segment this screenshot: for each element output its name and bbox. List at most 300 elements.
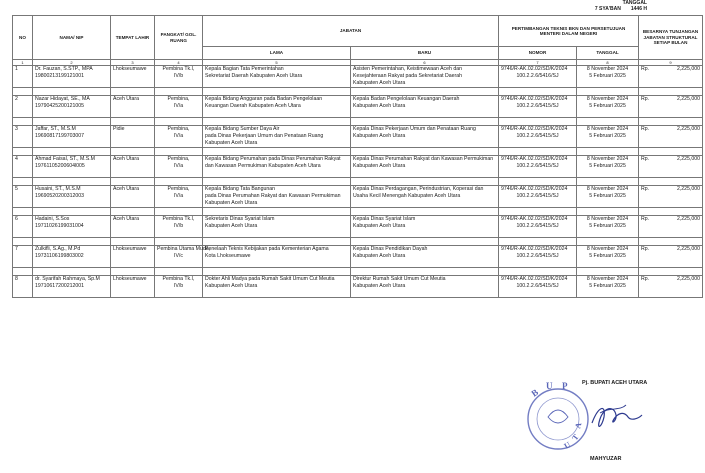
- cell-gap: [203, 178, 351, 186]
- cell-gap: [639, 148, 703, 156]
- signatory-title: Pj. BUPATI ACEH UTARA: [582, 380, 648, 386]
- cell-no: [13, 163, 33, 170]
- cell-pangkat: Pembina,: [155, 126, 203, 134]
- cell-tunjangan: [639, 216, 703, 224]
- cell-nama: Ahmad Faisal, ST., M.S.M: [33, 156, 111, 164]
- cell-gap: [13, 208, 33, 216]
- cell-gap: [499, 148, 577, 156]
- cell-tunjangan: [639, 126, 703, 134]
- cell-nip: 19710617200212001: [33, 283, 111, 290]
- cell-no: [13, 80, 33, 88]
- cell-tanggal: [577, 170, 639, 178]
- cell-tanggal: 8 November 2024: [577, 276, 639, 284]
- cell-gap: [13, 238, 33, 246]
- cell-tempat: [111, 80, 155, 88]
- currency: Rp.: [641, 156, 650, 162]
- table-row: [13, 268, 703, 276]
- amount: 2,225,000: [676, 156, 701, 162]
- currency: Rp.: [641, 66, 650, 72]
- cell-baru: Kabupaten Aceh Utara: [351, 80, 499, 88]
- cell-nomor: [499, 200, 577, 208]
- cell-tempat: [111, 230, 155, 238]
- cell-nip: 19761105200604l005: [33, 163, 111, 170]
- cell-gap: [111, 268, 155, 276]
- cell-nomor: 9746/R-AK.02.02/SD/K/2024: [499, 216, 577, 224]
- cell-tempat: [111, 140, 155, 148]
- table-row: [13, 253, 703, 260]
- cell-baru: [351, 110, 499, 118]
- cell-gap: [639, 118, 703, 126]
- cell-tanggal: [577, 110, 639, 118]
- cell-gap: [33, 88, 111, 96]
- cell-tempat: [111, 260, 155, 268]
- cell-tempat: Aceh Utara: [111, 216, 155, 224]
- cell-tempat: [111, 163, 155, 170]
- cell-nomor: [499, 170, 577, 178]
- cell-baru: Kepala Badan Pengelolaan Keuangan Daerah: [351, 96, 499, 104]
- cell-baru: Asisten Pemerintahan, Keistimewaan Aceh dan: [351, 66, 499, 74]
- cell-tunjangan: [639, 163, 703, 170]
- cell-gap: [351, 178, 499, 186]
- cell-tunjangan: [639, 253, 703, 260]
- cell-gap: [639, 238, 703, 246]
- cell-nomor: 9746/R-AK.02.02/SD/K/2024: [499, 66, 577, 74]
- cell-tanggal: [577, 140, 639, 148]
- cell-tempat: Pidie: [111, 126, 155, 134]
- cell-gap: [111, 178, 155, 186]
- cell-nomor: 9746/R-AK.02.02/SD/K/2024: [499, 186, 577, 194]
- currency: Rp.: [641, 126, 650, 132]
- cell-lama: Keuangan Daerah Kabupaten Aceh Utara: [203, 103, 351, 110]
- table-row: [13, 66, 703, 74]
- cell-tunjangan: [639, 193, 703, 200]
- cell-gap: [13, 88, 33, 96]
- cell-tempat: [111, 170, 155, 178]
- colnum: 9: [639, 60, 703, 66]
- cell-nama: dr. Syarifah Rahmaya, Sp.M: [33, 276, 111, 284]
- colnum: 5: [203, 60, 351, 66]
- currency: Rp.: [641, 186, 650, 192]
- table-row: [13, 88, 703, 96]
- cell-nip: 19690817199703007: [33, 133, 111, 140]
- cell-nama: Hadaini, S.Sos: [33, 216, 111, 224]
- col-pangkat: PANGKAT/ GOL. RUANG: [155, 16, 203, 60]
- cell-tanggal: [577, 260, 639, 268]
- appointment-table: [12, 15, 703, 298]
- svg-text:U: U: [546, 381, 553, 391]
- svg-text:T: T: [570, 432, 581, 443]
- cell-gap: [155, 238, 203, 246]
- cell-tunjangan: [639, 276, 703, 284]
- cell-tanggal: 8 November 2024: [577, 246, 639, 254]
- cell-lama: Kepala Bidang Anggaran pada Badan Pengelolaan: [203, 96, 351, 104]
- cell-gap: [33, 118, 111, 126]
- cell-blank: [155, 110, 203, 118]
- cell-no: [13, 133, 33, 140]
- cell-no: 4: [13, 156, 33, 164]
- cell-lama: Kabupaten Aceh Utara: [203, 223, 351, 230]
- cell-nomor: 100.2.2.6/5415/SJ: [499, 253, 577, 260]
- table-row: [13, 283, 703, 290]
- cell-nomor: [499, 140, 577, 148]
- cell-nomor: 100.2.2.6/5415/SJ: [499, 133, 577, 140]
- cell-tunjangan: [639, 96, 703, 104]
- cell-lama: Kabupaten Aceh Utara: [203, 140, 351, 148]
- cell-nama: Jaffar, ST., M.S.M: [33, 126, 111, 134]
- cell-gap: [639, 208, 703, 216]
- cell-tempat: Lhokseumawe: [111, 276, 155, 284]
- table-row: [13, 126, 703, 134]
- cell-blank: [155, 140, 203, 148]
- cell-no: 6: [13, 216, 33, 224]
- table-row: [13, 246, 703, 254]
- cell-tempat: Aceh Utara: [111, 96, 155, 104]
- cell-baru: Kepala Dinas Perdagangan, Perindustrian, Koperasi dan: [351, 186, 499, 194]
- cell-gap: [33, 178, 111, 186]
- cell-tempat: [111, 133, 155, 140]
- cell-gap: [499, 88, 577, 96]
- cell-gap: [155, 178, 203, 186]
- cell-tanggal: 8 November 2024: [577, 66, 639, 74]
- cell-tanggal: [577, 200, 639, 208]
- svg-text:A: A: [573, 421, 584, 430]
- cell-blank: [155, 200, 203, 208]
- cell-tempat: Aceh Utara: [111, 156, 155, 164]
- colnum: 8: [577, 60, 639, 66]
- cell-lama: Kepala Bidang Sumber Daya Air: [203, 126, 351, 134]
- cell-gap: [499, 208, 577, 216]
- cell-gap: [577, 88, 639, 96]
- cell-gap: [203, 238, 351, 246]
- table-row: [13, 260, 703, 268]
- table-row: [13, 186, 703, 194]
- cell-lama: dan Kawasan Permukiman Kabupaten Aceh Utara: [203, 163, 351, 170]
- cell-pangkat: Pembina Tk.I,: [155, 216, 203, 224]
- cell-no: [13, 103, 33, 110]
- cell-tempat: [111, 253, 155, 260]
- cell-gap: [13, 178, 33, 186]
- cell-gap: [577, 208, 639, 216]
- cell-gap: [351, 88, 499, 96]
- colnum: 6: [351, 60, 499, 66]
- cell-blank: [155, 230, 203, 238]
- cell-lama: Kepala Bagian Tata Pemerintahan: [203, 66, 351, 74]
- cell-gap: [203, 88, 351, 96]
- cell-baru: [351, 170, 499, 178]
- cell-gap: [639, 88, 703, 96]
- cell-tempat: [111, 200, 155, 208]
- amount: 2,225,000: [676, 126, 701, 132]
- cell-gap: [639, 268, 703, 276]
- table-row: [13, 148, 703, 156]
- cell-tempat: [111, 110, 155, 118]
- cell-gap: [351, 118, 499, 126]
- cell-pangkat: Pembina Utama Muda,: [155, 246, 203, 254]
- cell-nomor: 9746/R-AK.02.02/SD/K/2024: [499, 246, 577, 254]
- cell-lama: Kepala Bidang Perumahan pada Dinas Perumahan Rakyat: [203, 156, 351, 164]
- cell-gap: [203, 208, 351, 216]
- cell-baru: [351, 200, 499, 208]
- cell-tunjangan: [639, 230, 703, 238]
- cell-nomor: [499, 260, 577, 268]
- cell-lama: Penelaah Teknis Kebijakan pada Kementerian Agama: [203, 246, 351, 254]
- cell-nomor: 100.2.2.6/5415/SJ: [499, 223, 577, 230]
- cell-nomor: 9746/R-AK.02.02/SD/K/2024: [499, 126, 577, 134]
- table-row: [13, 118, 703, 126]
- cell-pangkat: Pembina,: [155, 96, 203, 104]
- cell-tempat: [111, 290, 155, 298]
- cell-baru: Kepala Dinas Syariat Islam: [351, 216, 499, 224]
- cell-nomor: [499, 80, 577, 88]
- table-row: [13, 276, 703, 284]
- table-row: [13, 238, 703, 246]
- cell-lama: [203, 290, 351, 298]
- cell-gap: [13, 118, 33, 126]
- cell-baru: [351, 140, 499, 148]
- cell-blank: [33, 140, 111, 148]
- table-row: [13, 170, 703, 178]
- cell-gap: [499, 238, 577, 246]
- table-row: [13, 96, 703, 104]
- cell-nomor: 100.2.2.6/5415/SJ: [499, 163, 577, 170]
- cell-tempat: [111, 223, 155, 230]
- col-nama: NAMA/ NIP: [33, 16, 111, 60]
- cell-tanggal: 8 November 2024: [577, 156, 639, 164]
- cell-gap: [351, 148, 499, 156]
- table-row: [13, 216, 703, 224]
- cell-tempat: Aceh Utara: [111, 186, 155, 194]
- cell-baru: [351, 290, 499, 298]
- cell-tunjangan: [639, 156, 703, 164]
- cell-no: [13, 230, 33, 238]
- cell-tanggal: [577, 230, 639, 238]
- amount: 2,225,000: [676, 246, 701, 252]
- cell-blank: [33, 110, 111, 118]
- cell-blank: [33, 290, 111, 298]
- cell-nomor: 9746/R-AK.02.02/SD/K/2024: [499, 96, 577, 104]
- cell-gap: [351, 268, 499, 276]
- hijri-year: 1446 H: [630, 6, 647, 12]
- colnum: 3: [111, 60, 155, 66]
- cell-no: [13, 223, 33, 230]
- cell-gol: IV/b: [155, 283, 203, 290]
- signature-block: [520, 377, 690, 473]
- cell-lama: Kabupaten Aceh Utara: [203, 200, 351, 208]
- cell-nip: 19711026199031004: [33, 223, 111, 230]
- cell-gap: [13, 148, 33, 156]
- cell-nip: 19790425200121005: [33, 103, 111, 110]
- cell-tunjangan: [639, 283, 703, 290]
- cell-pangkat: Pembina Tk.I,: [155, 276, 203, 284]
- cell-baru: Kabupaten Aceh Utara: [351, 253, 499, 260]
- cell-gap: [203, 148, 351, 156]
- amount: 2,225,000: [676, 276, 701, 282]
- cell-baru: Kesejahteraan Rakyat pada Sekretariat Daerah: [351, 73, 499, 80]
- cell-gap: [33, 148, 111, 156]
- cell-tempat: [111, 103, 155, 110]
- cell-tanggal: 5 Februari 2025: [577, 193, 639, 200]
- cell-no: [13, 283, 33, 290]
- cell-baru: Kabupaten Aceh Utara: [351, 133, 499, 140]
- table-row: [13, 163, 703, 170]
- cell-blank: [155, 80, 203, 88]
- cell-nama: Dr. Fauzan, S.STP., MPA: [33, 66, 111, 74]
- cell-tunjangan: [639, 170, 703, 178]
- cell-tempat: Lhokseumawe: [111, 246, 155, 254]
- cell-baru: Direktur Rumah Sakit Umum Cut Meutia: [351, 276, 499, 284]
- cell-gap: [639, 178, 703, 186]
- cell-nomor: [499, 230, 577, 238]
- cell-lama: Kabupaten Aceh Utara: [203, 283, 351, 290]
- cell-lama: [203, 80, 351, 88]
- cell-gap: [33, 268, 111, 276]
- cell-gol: IV/c: [155, 253, 203, 260]
- cell-no: [13, 253, 33, 260]
- cell-baru: [351, 260, 499, 268]
- cell-gap: [577, 268, 639, 276]
- colnum: 7: [499, 60, 577, 66]
- cell-tempat: [111, 73, 155, 80]
- currency: Rp.: [641, 246, 650, 252]
- cell-nomor: 100.2.2.6/5415/SJ: [499, 283, 577, 290]
- currency: Rp.: [641, 216, 650, 222]
- cell-lama: [203, 230, 351, 238]
- cell-tanggal: [577, 80, 639, 88]
- table-row: [13, 193, 703, 200]
- cell-no: [13, 110, 33, 118]
- cell-tanggal: 8 November 2024: [577, 126, 639, 134]
- cell-no: [13, 193, 33, 200]
- col-lama: LAMA: [203, 47, 351, 60]
- cell-nama: Nazar Hidayat, SE., MA: [33, 96, 111, 104]
- cell-pangkat: Pembina,: [155, 156, 203, 164]
- amount: 2,225,000: [676, 216, 701, 222]
- cell-nama: Zulkifli, S.Ag., M.Pd: [33, 246, 111, 254]
- cell-tunjangan: [639, 246, 703, 254]
- col-pertimbangan: PERTIMBANGAN TEKNIS BKN DAN PERSETUJUAN MENTERI DALAM NEGERI: [499, 16, 639, 47]
- col-no: NO: [13, 16, 33, 60]
- cell-gap: [155, 268, 203, 276]
- cell-gol: IV/a: [155, 193, 203, 200]
- cell-no: 1: [13, 66, 33, 74]
- table-row: [13, 103, 703, 110]
- cell-no: 7: [13, 246, 33, 254]
- cell-gap: [577, 178, 639, 186]
- cell-tunjangan: [639, 223, 703, 230]
- cell-tunjangan: [639, 200, 703, 208]
- cell-gap: [499, 178, 577, 186]
- amount: 2,225,000: [676, 96, 701, 102]
- cell-no: 2: [13, 96, 33, 104]
- cell-tempat: Lhokseumawe: [111, 66, 155, 74]
- cell-no: 8: [13, 276, 33, 284]
- cell-gap: [111, 208, 155, 216]
- colnum: 1: [13, 60, 33, 66]
- cell-lama: Sekretariat Daerah Kabupaten Aceh Utara: [203, 73, 351, 80]
- cell-nomor: [499, 290, 577, 298]
- cell-tunjangan: [639, 110, 703, 118]
- cell-tunjangan: [639, 73, 703, 80]
- cell-no: 5: [13, 186, 33, 194]
- cell-gap: [155, 148, 203, 156]
- cell-tanggal: 5 Februari 2025: [577, 283, 639, 290]
- col-baru: BARU: [351, 47, 499, 60]
- cell-gap: [351, 238, 499, 246]
- cell-gap: [155, 208, 203, 216]
- cell-gap: [13, 268, 33, 276]
- cell-blank: [33, 80, 111, 88]
- table-row: [13, 110, 703, 118]
- hijri-date: 7 SYA'BAN: [594, 6, 621, 12]
- cell-gap: [33, 238, 111, 246]
- cell-gol: IV/a: [155, 163, 203, 170]
- cell-gap: [111, 148, 155, 156]
- cell-baru: Kepala Dinas Perumahan Rakyat dan Kawasan Permukiman: [351, 156, 499, 164]
- cell-tunjangan: [639, 140, 703, 148]
- svg-text:U: U: [562, 440, 573, 451]
- cell-gap: [33, 208, 111, 216]
- table-row: [13, 178, 703, 186]
- cell-tanggal: 8 November 2024: [577, 96, 639, 104]
- cell-tunjangan: [639, 66, 703, 74]
- cell-tanggal: [577, 290, 639, 298]
- cell-gap: [155, 88, 203, 96]
- cell-tanggal: 5 Februari 2025: [577, 73, 639, 80]
- cell-gol: IV/b: [155, 73, 203, 80]
- cell-blank: [33, 260, 111, 268]
- cell-gap: [203, 118, 351, 126]
- cell-gap: [111, 238, 155, 246]
- table-row: [13, 80, 703, 88]
- cell-nomor: 100.2.2.6/5415/SJ: [499, 103, 577, 110]
- cell-tunjangan: [639, 186, 703, 194]
- cell-baru: Kabupaten Aceh Utara: [351, 103, 499, 110]
- cell-tanggal: 8 November 2024: [577, 186, 639, 194]
- col-jabatan: JABATAN: [203, 16, 499, 47]
- cell-tanggal: 5 Februari 2025: [577, 253, 639, 260]
- cell-lama: Sekretaris Dinas Syariat Islam: [203, 216, 351, 224]
- cell-lama: Kepala Bidang Tata Bangunan: [203, 186, 351, 194]
- cell-gap: [499, 118, 577, 126]
- cell-gol: IV/b: [155, 223, 203, 230]
- cell-no: 3: [13, 126, 33, 134]
- cell-blank: [155, 170, 203, 178]
- table-row: [13, 230, 703, 238]
- cell-tunjangan: [639, 80, 703, 88]
- header-meta: [595, 0, 647, 12]
- cell-tunjangan: [639, 133, 703, 140]
- cell-baru: Kabupaten Aceh Utara: [351, 163, 499, 170]
- cell-nomor: 9746/R-AK.02.02/SD/K/2024: [499, 156, 577, 164]
- cell-tempat: [111, 193, 155, 200]
- cell-tanggal: 5 Februari 2025: [577, 223, 639, 230]
- date-label: TANGGAL: [622, 0, 647, 6]
- cell-gap: [577, 118, 639, 126]
- cell-tanggal: 5 Februari 2025: [577, 163, 639, 170]
- cell-tanggal: 8 November 2024: [577, 216, 639, 224]
- cell-nomor: 9746/R-AK.02.02/SD/K/2024: [499, 276, 577, 284]
- cell-gap: [111, 118, 155, 126]
- cell-nomor: 100.2.2.6/5415/SJ: [499, 193, 577, 200]
- cell-nip: 19731106199803002: [33, 253, 111, 260]
- cell-nip: 19690520200312003: [33, 193, 111, 200]
- cell-blank: [33, 170, 111, 178]
- cell-lama: [203, 110, 351, 118]
- cell-gap: [111, 88, 155, 96]
- cell-gap: [577, 148, 639, 156]
- cell-tanggal: 5 Februari 2025: [577, 103, 639, 110]
- cell-gap: [351, 208, 499, 216]
